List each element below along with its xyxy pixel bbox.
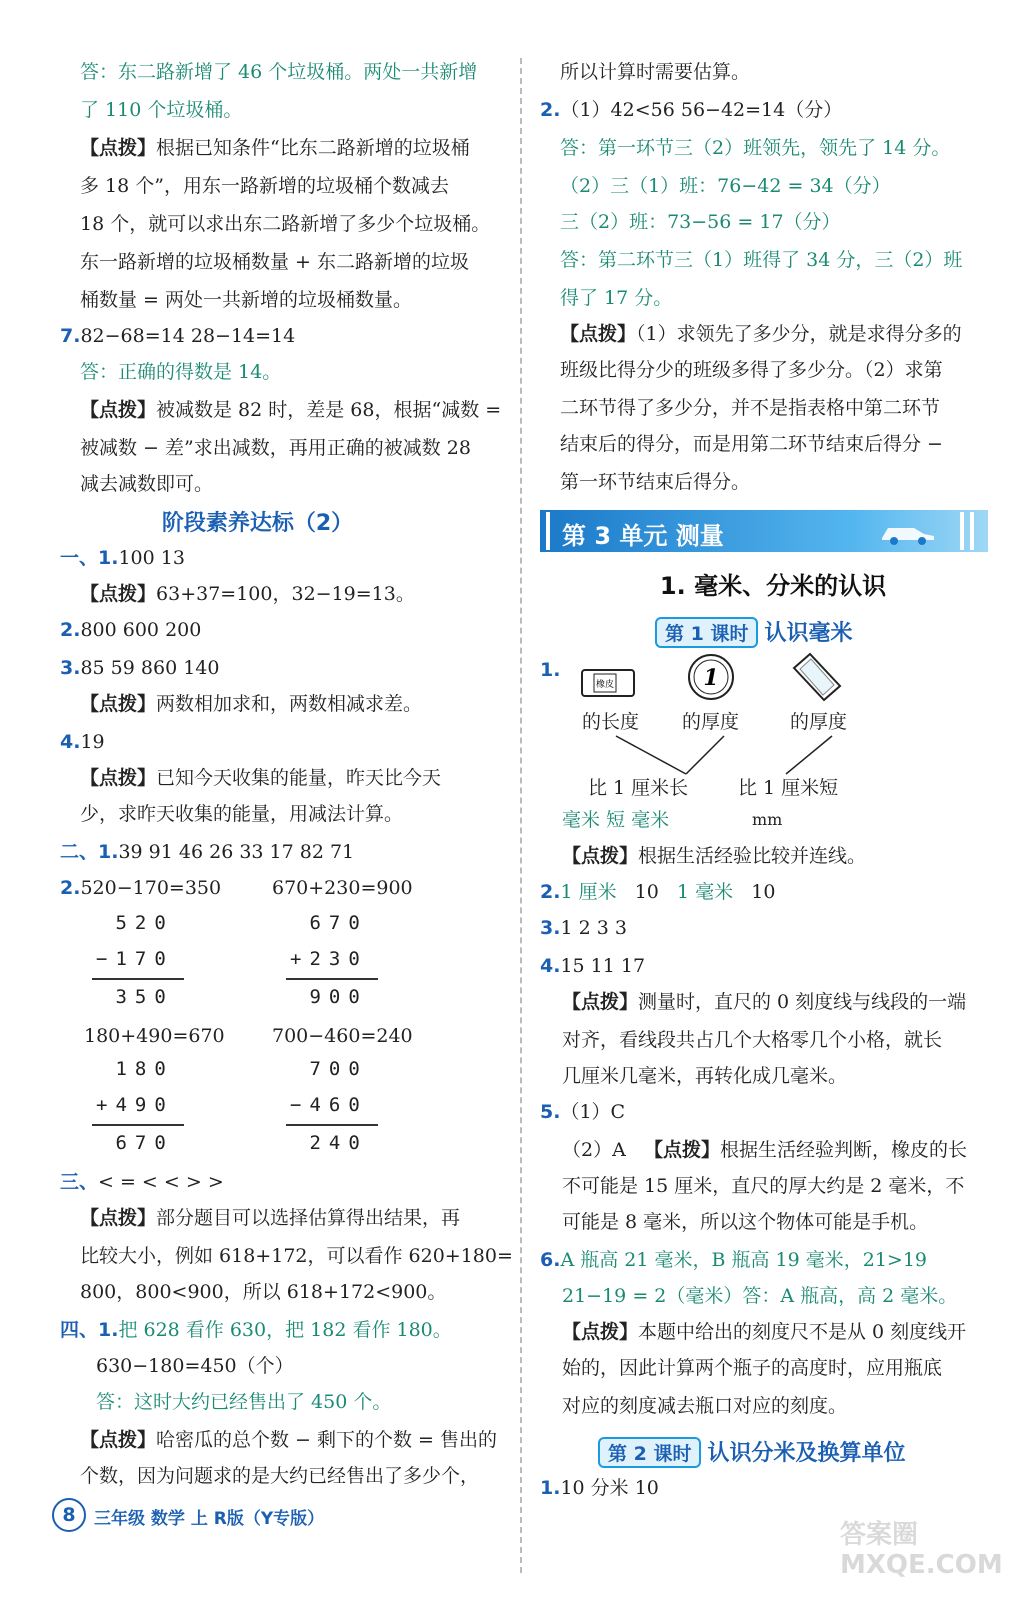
question-3 — [540, 914, 627, 942]
question-text: 把 628 看作 630，把 182 看作 180。 — [118, 1319, 452, 1341]
tip-line: 第一环节结束后得分。 — [560, 471, 751, 493]
tip-line: 始的，因此计算两个瓶子的高度时，应用瓶底 — [562, 1357, 943, 1379]
coin-image — [686, 652, 736, 702]
question-number: 三、 — [60, 1171, 99, 1193]
equation: 630−180=450（个） — [96, 1355, 294, 1377]
tip-line: 少，求昨天收集的能量，用减法计算。 — [80, 803, 404, 825]
eraser-label: 橡皮 — [595, 680, 615, 690]
question-number: 3. — [60, 657, 81, 679]
question-2 — [540, 878, 775, 906]
question-number: 4. — [60, 731, 81, 753]
tip-tag: 【点拨】 — [80, 137, 157, 159]
question-text: 85 59 860 140 — [80, 657, 220, 679]
watermark: 答案圈 MXQE.COM — [840, 1520, 1003, 1580]
vertical-calc-row: 900 — [290, 986, 368, 1008]
tip-text: 被减数是 82 时，差是 68，根据“减数 = — [156, 399, 502, 421]
tip-text: 63+37=100，32−19=13。 — [156, 583, 415, 605]
question-number: 2. — [60, 619, 81, 641]
vertical-calc-row: 520 — [96, 912, 174, 934]
answer-line: 答：第一环节三（2）班领先，领先了 14 分。 — [560, 137, 951, 159]
section-title: 阶段素养达标（2） — [161, 511, 354, 536]
question-1-1 — [60, 544, 185, 572]
lesson-title: 认识分米及换算单位 — [707, 1441, 906, 1466]
tip-line: 二环节得了多少分，并不是指表格中第二环节 — [560, 397, 941, 419]
question-3 — [60, 1168, 224, 1196]
tip-text: 两数相加求和，两数相减求差。 — [156, 693, 423, 715]
vertical-calc-row: −460 — [290, 1094, 368, 1116]
question-1-2 — [60, 616, 201, 644]
vertical-calc-row: 350 — [96, 986, 174, 1008]
tip-line — [80, 580, 415, 608]
question-text: 82−68=14 28−14=14 — [80, 325, 296, 347]
question-4 — [540, 952, 645, 980]
question-1-4 — [60, 728, 105, 756]
chapter-title: 1. 毫米、分米的认识 — [659, 572, 887, 600]
tip-line: 减去减数即可。 — [80, 473, 214, 495]
lesson-title: 认识毫米 — [764, 621, 853, 646]
car-icon — [878, 520, 938, 546]
tip-line — [80, 396, 501, 424]
answer-text: 10 — [751, 881, 776, 903]
tip-tag: 【点拨】 — [562, 991, 639, 1013]
tip-line: 个数，因为问题求的是大约已经售出了多少个， — [80, 1465, 480, 1487]
phone-image — [786, 650, 846, 706]
answer-text: 10 — [634, 881, 659, 903]
tip-line — [562, 988, 966, 1016]
question-text: （1）42<56 56−42=14（分） — [560, 99, 843, 121]
question-number: 2. — [540, 99, 561, 121]
tip-line: 被减数 − 差”求出减数，再用正确的被减数 28 — [80, 437, 471, 459]
question-text: 15 11 17 — [560, 955, 646, 977]
calc-rule — [286, 978, 378, 980]
question-2-1 — [60, 838, 354, 866]
tip-text: 根据生活经验判断，橡皮的长 — [719, 1139, 967, 1161]
question-7 — [60, 322, 295, 350]
question-text: 800 600 200 — [80, 619, 202, 641]
matching-lines — [600, 734, 860, 776]
vertical-calc-row: 670 — [96, 1132, 174, 1154]
question-text: < = < < > > — [98, 1171, 224, 1193]
tip-line: 对应的刻度减去瓶口对应的刻度。 — [562, 1395, 848, 1417]
answer-line: 答：第二环节三（1）班得了 34 分，三（2）班 — [560, 249, 963, 271]
tip-text: （1）求领先了多少分，就是求得分多的 — [636, 323, 962, 345]
compare-label: 比 1 厘米短 — [738, 777, 839, 799]
question-text: 19 — [80, 731, 105, 753]
question-text: （1）C — [560, 1101, 626, 1123]
lesson-1-header — [655, 616, 853, 648]
text-line: 所以计算时需要估算。 — [560, 61, 751, 83]
question-number: 二、1. — [60, 841, 119, 863]
tip-tag: 【点拨】 — [643, 1139, 720, 1161]
answer-line: 三（2）班：73−56 = 17（分） — [560, 211, 841, 233]
question-2 — [540, 96, 842, 124]
tip-line — [80, 134, 470, 162]
tip-line: 可能是 8 毫米，所以这个物体可能是手机。 — [562, 1211, 929, 1233]
tip-text: 部分题目可以选择估算得出结果，再 — [156, 1207, 461, 1229]
tip-line: 结束后的得分，而是用第二环节结束后得分 − — [560, 433, 943, 455]
question-number: 1. — [540, 1477, 561, 1499]
question-1-3 — [60, 654, 219, 682]
vertical-calc-row: 700 — [290, 1058, 368, 1080]
tip-line: 班级比得分少的班级多得了多少分。（2）求第 — [560, 359, 943, 381]
tip-line: 800，800<900，所以 618+172<900。 — [80, 1281, 447, 1303]
tip-tag: 【点拨】 — [562, 845, 639, 867]
image-label: 的厚度 — [682, 711, 740, 733]
tip-line — [562, 1136, 967, 1164]
question-number: 2. — [60, 877, 81, 899]
equation: 520−170=350 — [80, 877, 222, 899]
tip-line: 18 个，就可以求出东二路新增了多少个垃圾桶。 — [80, 213, 491, 235]
question-text: 100 13 — [118, 547, 185, 569]
tip-line — [80, 1204, 460, 1232]
lesson-tag: 第 1 课时 — [655, 617, 758, 648]
question-text: A 瓶高 21 毫米，B 瓶高 19 毫米，21>19 — [560, 1249, 928, 1271]
tip-line — [80, 764, 441, 792]
compare-label: 比 1 厘米长 — [588, 777, 689, 799]
banner-stripe — [960, 512, 964, 550]
question-2-2 — [60, 874, 221, 902]
tip-tag: 【点拨】 — [80, 583, 157, 605]
vertical-calc-row: 180 — [96, 1058, 174, 1080]
lesson-2-question-1 — [540, 1474, 659, 1502]
tip-line — [560, 320, 962, 348]
question-text: 39 91 46 26 33 17 82 71 — [118, 841, 355, 863]
tip-line: 对齐，看线段共占几个大格零几个小格，就长 — [562, 1029, 943, 1051]
unit-title: 第 3 单元 测量 — [562, 522, 724, 550]
answer-text: 1 厘米 — [560, 881, 617, 903]
equation: 670+230=900 — [272, 877, 413, 899]
tip-line: 不可能是 15 厘米，直尺的厚大约是 2 毫米，不 — [562, 1175, 965, 1197]
equation: 700−460=240 — [272, 1025, 413, 1047]
tip-line — [80, 1426, 497, 1454]
tip-tag: 【点拨】 — [80, 767, 157, 789]
question-4-1 — [60, 1316, 452, 1344]
answer-line: 21−19 = 2（毫米）答：A 瓶高，高 2 毫米。 — [562, 1285, 958, 1307]
answer-line: 得了 17 分。 — [560, 287, 673, 309]
equation: 180+490=670 — [84, 1025, 225, 1047]
tip-line: 桶数量 = 两处一共新增的垃圾桶数量。 — [80, 289, 412, 311]
answer-text: 1 毫米 — [677, 881, 734, 903]
question-number: 1. — [540, 659, 561, 681]
question-number: 3. — [540, 917, 561, 939]
tip-tag: 【点拨】 — [80, 693, 157, 715]
tip-line: 多 18 个”，用东一路新增的垃圾桶个数减去 — [80, 175, 449, 197]
vertical-calc-row: −170 — [96, 948, 174, 970]
calc-rule — [92, 978, 184, 980]
question-number: 7. — [60, 325, 81, 347]
lesson-tag: 第 2 课时 — [598, 1437, 701, 1468]
lesson-2-header — [598, 1436, 906, 1468]
banner-stripe — [546, 512, 550, 550]
question-5 — [540, 1098, 625, 1126]
image-label: 的长度 — [582, 711, 640, 733]
vertical-calc-row: 670 — [290, 912, 368, 934]
page-number: 8 — [52, 1498, 86, 1532]
tip-text: 测量时，直尺的 0 刻度线与线段的一端 — [638, 991, 967, 1013]
tip-tag: 【点拨】 — [80, 1207, 157, 1229]
answer-line: 毫米 短 毫米 — [562, 809, 670, 831]
unit-banner — [540, 510, 988, 552]
tip-text: 根据生活经验比较并连线。 — [638, 845, 867, 867]
question-text: 10 分米 10 — [560, 1477, 659, 1499]
coin-label: 1 — [703, 665, 719, 691]
answer-line: 答：这时大约已经售出了 450 个。 — [96, 1391, 392, 1413]
answer-line: 答：正确的得数是 14。 — [80, 361, 282, 383]
question-1 — [540, 656, 560, 684]
question-number: 2. — [540, 881, 561, 903]
tip-text: 本题中给出的刻度尺不是从 0 刻度线开 — [638, 1321, 967, 1343]
answer-line: （2）三（1）班：76−42 = 34（分） — [560, 175, 891, 197]
banner-stripe — [970, 512, 974, 550]
footer-text: 三年级 数学 上 R版（Y专版） — [94, 1509, 325, 1529]
question-number: 5. — [540, 1101, 561, 1123]
tip-line — [562, 842, 866, 870]
tip-text: 哈密瓜的总个数 − 剩下的个数 = 售出的 — [156, 1429, 498, 1451]
vertical-calc-row: 240 — [290, 1132, 368, 1154]
vertical-calc-row: +490 — [96, 1094, 174, 1116]
vertical-calc-row: +230 — [290, 948, 368, 970]
tip-tag: 【点拨】 — [560, 323, 637, 345]
question-number: 4. — [540, 955, 561, 977]
eraser-image — [580, 664, 640, 702]
calc-rule — [286, 1124, 378, 1126]
question-text: 1 2 3 3 — [560, 917, 627, 939]
tip-line: 东一路新增的垃圾桶数量 + 东二路新增的垃圾 — [80, 251, 470, 273]
tip-line — [562, 1318, 966, 1346]
question-number: 一、1. — [60, 547, 119, 569]
question-number: 6. — [540, 1249, 561, 1271]
answer-line: 了 110 个垃圾桶。 — [80, 99, 243, 121]
answer-text: （2）A — [562, 1139, 626, 1161]
question-6 — [540, 1246, 927, 1274]
answer-line: 答：东二路新增了 46 个垃圾桶。两处一共新增 — [80, 61, 478, 83]
tip-tag: 【点拨】 — [80, 399, 157, 421]
tip-tag: 【点拨】 — [80, 1429, 157, 1451]
calc-rule — [92, 1124, 184, 1126]
tip-tag: 【点拨】 — [562, 1321, 639, 1343]
tip-text: 根据已知条件“比东二路新增的垃圾桶 — [156, 137, 470, 159]
question-number: 四、1. — [60, 1319, 119, 1341]
tip-line: 几厘米几毫米，再转化成几毫米。 — [562, 1065, 848, 1087]
image-label: 的厚度 — [790, 711, 848, 733]
column-divider — [520, 58, 522, 1573]
tip-line — [80, 690, 422, 718]
tip-text: 已知今天收集的能量，昨天比今天 — [156, 767, 442, 789]
tip-line: 比较大小，例如 618+172，可以看作 620+180= — [80, 1245, 513, 1267]
unit-symbol: mm — [752, 810, 783, 829]
